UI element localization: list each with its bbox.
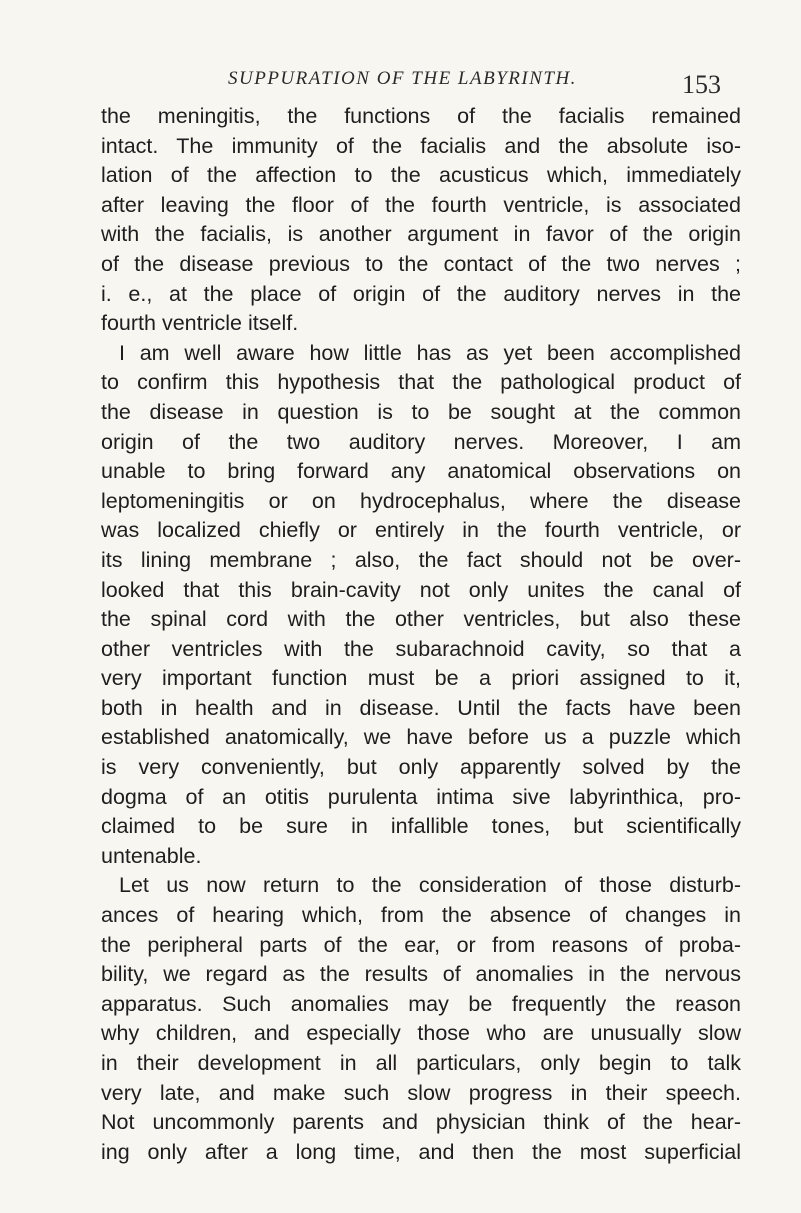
text-line: is very conveniently, but only apparently solved by the [101,755,741,780]
text-line: very important function must be a priori assigned to it, [101,666,741,691]
text-line: leptomeningitis or on hydrocephalus, where the disease [101,488,741,513]
text-line: with the facialis, is another argument in favor of the origin [101,222,741,247]
paragraph-start-line: Let us now return to the consideration of those disturb- [119,873,741,898]
running-head: SUPPURATION OF THE LABYRINTH. [228,68,577,89]
text-line: untenable. [101,843,202,868]
text-line: the spinal cord with the other ventricles, but also these [101,607,741,632]
paragraph-start-line: I am well aware how little has as yet been accomplished [119,340,741,365]
text-line: to confirm this hypothesis that the pathological product of [101,370,741,395]
text-line: the disease in question is to be sought at the common [101,399,741,424]
text-line: the meningitis, the functions of the facialis remained [101,104,741,128]
text-line: very late, and make such slow progress in their speech. [101,1080,741,1105]
text-line: was localized chiefly or entirely in the fourth ventricle, or [101,518,741,543]
text-line: its lining membrane ; also, the fact should not be over- [101,547,741,572]
text-line: in their development in all particulars, only begin to talk [101,1051,741,1075]
text-line: after leaving the floor of the fourth ventricle, is associated [101,192,741,217]
text-line: i. e., at the place of origin of the auditory nerves in the [101,281,741,306]
text-line: origin of the two auditory nerves. Moreover, I am [101,429,741,454]
text-line: the peripheral parts of the ear, or from reasons of proba- [101,932,741,957]
text-line: looked that this brain-cavity not only unites the canal of [101,577,741,602]
text-line: established anatomically, we have before us a puzzle which [101,725,741,750]
text-line: apparatus. Such anomalies may be frequently the reason [101,991,741,1016]
text-line: Not uncommonly parents and physician think of the hear- [101,1110,741,1135]
page-number: 153 [682,70,721,99]
text-line: claimed to be sure in infallible tones, but scientifically [101,814,741,839]
text-line: fourth ventricle itself. [101,311,299,336]
text-line: ances of hearing which, from the absence of changes in [101,903,741,928]
text-line: dogma of an otitis purulenta intima sive labyrinthica, pro- [101,784,741,809]
text-line: both in health and in disease. Until the facts have been [101,695,741,720]
body-text [101,102,741,1167]
text-line: lation of the affection to the acusticus which, immediately [101,163,741,188]
text-line: other ventricles with the subarachnoid cavity, so that a [101,636,741,661]
text-line: why children, and especially those who are unusually slow [101,1021,741,1046]
text-line: unable to bring forward any anatomical observations on [101,459,741,484]
text-line: of the disease previous to the contact of the two nerves ; [101,251,741,276]
text-line: ing only after a long time, and then the most superficial [101,1139,741,1164]
text-line: intact. The immunity of the facialis and the absolute iso- [101,133,741,158]
text-line: bility, we regard as the results of anomalies in the nervous [101,962,741,987]
